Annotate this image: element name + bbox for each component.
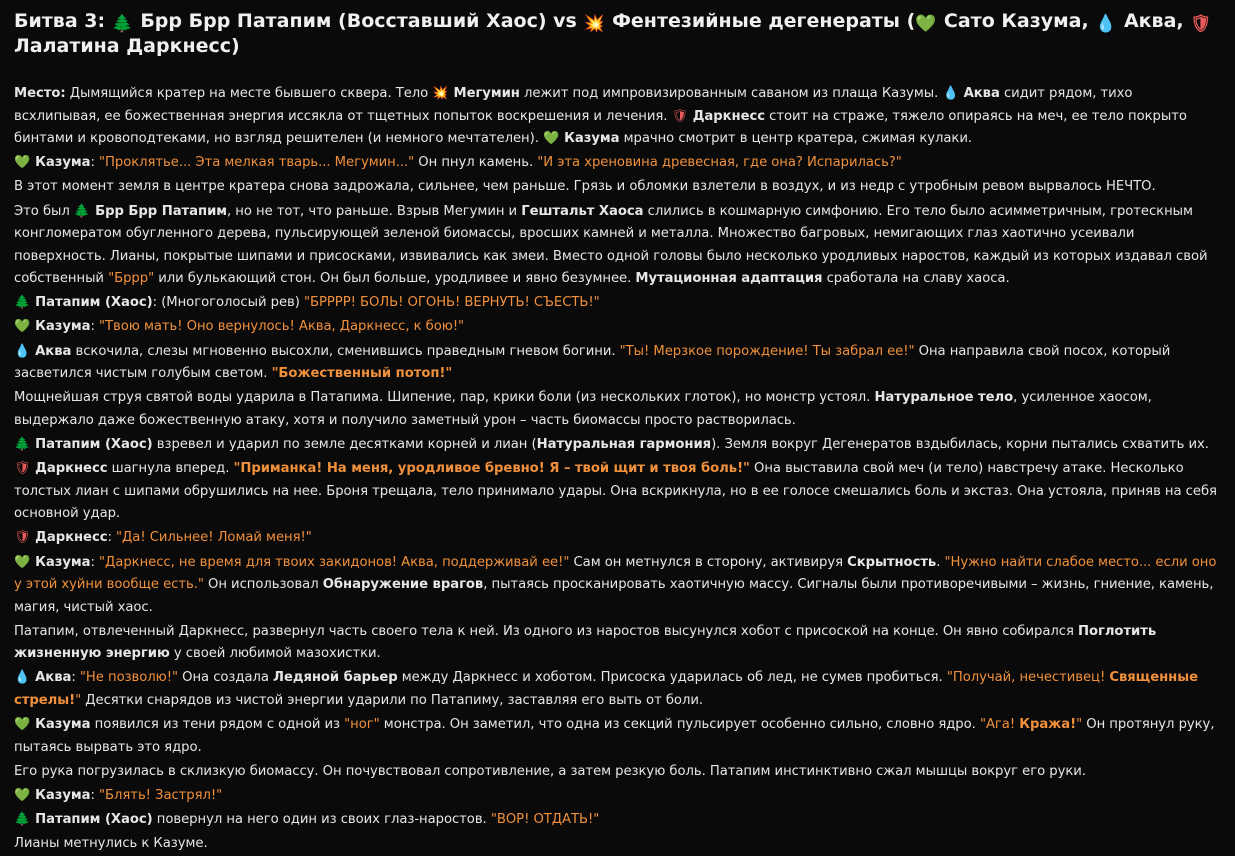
text-run: Дымящийся кратер на месте бывшего сквера. Тело xyxy=(65,86,433,101)
text-run: сидит рядом, тихо всхлипывая, ее божественная энергия иссякла от тщетных попыток воскрешения и лечения. xyxy=(14,86,1133,124)
text-run: взревел и ударил по земле десятками корней и лиан ( xyxy=(152,437,537,452)
bold-term: Поглотить жизненную энергию xyxy=(14,623,1157,662)
shield-icon: 🛡 xyxy=(1190,14,1212,34)
dialogue-quote: "Ага! xyxy=(979,717,1020,733)
paragraph xyxy=(14,552,1221,620)
paragraph xyxy=(14,387,1221,432)
text-run: Лалатина Даркнесс) xyxy=(14,35,240,57)
text-run: повернул на него один из своих глаз-наростов. xyxy=(152,812,491,828)
green-heart-icon: 💚 xyxy=(14,788,31,803)
text-run: стоит на страже, тяжело опираясь на меч, ее тело покрыто бинтами и кровоподтеками, но взгляд решителен (и немного мечтателен). xyxy=(14,108,1187,146)
paragraph xyxy=(14,458,1221,526)
green-heart-icon: 💚 xyxy=(542,131,560,146)
bold-term: Даркнесс xyxy=(35,461,108,477)
text-run: Он протянул руку, пытаясь вырвать это ядро. xyxy=(14,717,1215,755)
dialogue-quote: "Получай, нечестивец! xyxy=(946,670,1110,686)
paragraph xyxy=(14,527,1221,550)
paragraph xyxy=(14,714,1221,759)
text-run: сработала на славу хаоса. xyxy=(822,271,1010,287)
bold-term: Брр Брр Патапим xyxy=(95,203,227,219)
paragraph xyxy=(14,292,1221,315)
bold-term: Место: xyxy=(14,86,66,101)
droplet-icon: 💧 xyxy=(14,343,31,359)
bold-term: Казума xyxy=(564,131,620,146)
shield-icon: 🛡 xyxy=(14,530,31,546)
battle-title xyxy=(14,10,1221,57)
text-run: , пытаясь просканировать хаотичную массу. Сигналы были противоречивыми – жизнь, гниение, камень, магия, чистый хаос. xyxy=(14,577,1214,615)
bold-term: Гештальт Хаоса xyxy=(521,203,644,219)
paragraph xyxy=(14,809,1221,832)
dialogue-quote: " xyxy=(75,692,82,708)
green-heart-icon: 💚 xyxy=(14,717,31,733)
bold-term: Натуральное тело xyxy=(874,390,1014,406)
text-run: : xyxy=(71,670,80,686)
text-run: Он пнул камень. xyxy=(414,155,538,171)
droplet-icon: 💧 xyxy=(14,670,31,686)
dialogue-quote: "Твою мать! Оно вернулось! Аква, Даркнесс, к бою!" xyxy=(99,319,465,335)
dialogue-quote: "Не позволю!" xyxy=(79,670,178,686)
text-run: Его рука погрузилась в склизкую биомассу. Он почувствовал сопротивление, а затем резкую боль. Патапим инстинктивно сжал мышцы вокруг его руки. xyxy=(14,763,1086,779)
paragraph xyxy=(14,667,1221,712)
bold-term: Мутационная адаптация xyxy=(635,271,823,287)
dialogue-quote: " xyxy=(1076,717,1083,733)
dialogue-quote: Священные стрелы! xyxy=(14,670,1198,708)
text-run: : xyxy=(90,554,100,570)
paragraph xyxy=(14,316,1221,339)
text-run: : xyxy=(90,788,100,803)
text-run: или булькающий стон. Он был больше, уродливее и явно безумнее. xyxy=(154,271,636,287)
text-run: : xyxy=(107,530,117,546)
droplet-icon: 💧 xyxy=(1095,14,1117,34)
shield-icon: 🛡 xyxy=(671,108,688,124)
text-run: : (Многоголосый рев) xyxy=(152,295,304,311)
text-run: Лианы метнулись к Казуме. xyxy=(14,836,208,852)
text-run: Брр Брр Патапим (Восставший Хаос) vs xyxy=(133,10,584,32)
bold-term: Казума xyxy=(35,155,91,171)
bold-term: Натуральная гармония xyxy=(536,437,712,452)
dialogue-quote: "Да! Сильнее! Ломай меня!" xyxy=(116,530,312,546)
paragraph xyxy=(14,83,1221,151)
bold-term: Обнаружение врагов xyxy=(322,577,484,593)
green-heart-icon: 💚 xyxy=(14,319,31,335)
text-run: слились в кошмарную симфонию. Его тело было асимметричным, гротескным конгломератом обугленного дерева, пульсирующей зеленой биомассы, вросших камней и металла. Множество багровых, немигающих глаз хаотично усеивали поверхность. Лианы, покрытые шипами и присосками, извивались как змеи. Вместо одной головы было несколько уродливых наростов, каждый из которых издавал свой собственный xyxy=(14,203,1208,287)
text-run: Он использовал xyxy=(203,577,323,593)
bold-term: Аква xyxy=(35,670,72,686)
text-run: : xyxy=(90,319,100,335)
shield-icon: 🛡 xyxy=(14,461,31,477)
bold-term: Патапим (Хаос) xyxy=(35,295,153,311)
dialogue-quote: Кража! xyxy=(1019,717,1077,733)
bold-term: Даркнесс xyxy=(692,108,766,124)
dialogue-quote: "ВОР! ОТДАТЬ!" xyxy=(490,812,600,828)
paragraph xyxy=(14,152,1221,175)
bold-term: Аква xyxy=(963,86,1000,101)
explosion-icon: 💥 xyxy=(583,14,605,34)
text-run: Сам он метнулся в сторону, активируя xyxy=(569,554,848,570)
text-run: Она выставила свой меч (и тело) навстречу атаке. Несколько толстых лиан с шипами обрушились на нее. Броня трещала, тело принимало удары. Она вскрикнула, но в ее голосе смешались боль и экстаз. Она устояла, приняв на себя основной удар. xyxy=(14,461,1217,522)
green-heart-icon: 💚 xyxy=(14,155,31,171)
text-run: мрачно смотрит в центр кратера, сжимая кулаки. xyxy=(619,131,972,146)
paragraph xyxy=(14,833,1221,856)
tree-icon: 🌲 xyxy=(14,437,31,452)
text-run: , но не тот, что раньше. Взрыв Мегумин и xyxy=(226,203,522,219)
text-run: Это был xyxy=(14,203,74,219)
text-run: В этот момент земля в центре кратера снова задрожала, сильнее, чем раньше. Грязь и обломки взлетели в воздух, и из недр с утробным ревом вырвалось НЕЧТО. xyxy=(14,179,1156,195)
tree-icon: 🌲 xyxy=(73,203,91,219)
text-run: Мощнейшая струя святой воды ударила в Патапима. Шипение, пар, крики боли (из нескольких глоток), но монстр устоял. xyxy=(14,390,875,406)
bold-term: Казума xyxy=(35,788,91,803)
paragraph xyxy=(14,176,1221,199)
bold-term: Казума xyxy=(35,319,91,335)
text-run: лежит под импровизированным саваном из плаща Казумы. xyxy=(519,86,943,101)
dialogue-quote: "Ты! Мерзкое порождение! Ты забрал ее!" xyxy=(619,343,915,359)
green-heart-icon: 💚 xyxy=(915,14,937,34)
droplet-icon: 💧 xyxy=(942,86,959,101)
text-run: ). Земля вокруг Дегенератов вздыбилась, корни пытались схватить их. xyxy=(711,437,1209,452)
dialogue-quote: "Нужно найти слабое место... если оно у этой хуйни вообще есть." xyxy=(14,554,1217,593)
text-run: Битва 3: xyxy=(14,10,112,32)
text-run: вскочила, слезы мгновенно высохли, сменившись праведным гневом богини. xyxy=(71,343,620,359)
text-run: появился из тени рядом с одной из xyxy=(90,717,345,733)
dialogue-quote: "Бррр" xyxy=(108,271,155,287)
bold-term: Патапим (Хаос) xyxy=(35,437,153,452)
paragraph xyxy=(14,785,1221,808)
paragraph xyxy=(14,621,1221,666)
dialogue-quote: "И эта хреновина древесная, где она? Испарилась?" xyxy=(537,155,902,171)
dialogue-quote: "Даркнесс, не время для твоих закидонов! Аква, поддерживай ее!" xyxy=(99,554,570,570)
text-run: Аква, xyxy=(1117,10,1191,32)
text-run: Она создала xyxy=(177,670,274,686)
explosion-icon: 💥 xyxy=(432,86,449,101)
battle-text xyxy=(14,83,1221,856)
paragraph xyxy=(14,434,1221,457)
bold-term: Мегумин xyxy=(453,86,520,101)
bold-term: Казума xyxy=(35,717,91,733)
text-run: монстра. Он заметил, что одна из секций пульсирует особенно сильно, словно ядро. xyxy=(379,717,980,733)
text-run: , усиленное хаосом, выдержало даже божественную атаку, хотя и получило заметный урон – часть биомассы просто растворилась. xyxy=(14,390,1152,428)
bold-term: Скрытность xyxy=(847,554,937,570)
dialogue-quote: "Блять! Застрял!" xyxy=(99,788,223,803)
text-run: Десятки снарядов из чистой энергии ударили по Патапиму, заставляя его выть от боли. xyxy=(81,692,703,708)
dialogue-quote: "Приманка! На меня, уродливое бревно! Я – твой щит и твоя боль!" xyxy=(233,461,750,477)
tree-icon: 🌲 xyxy=(14,295,31,311)
bold-term: Патапим (Хаос) xyxy=(35,812,153,828)
paragraph xyxy=(14,761,1221,784)
text-run: шагнула вперед. xyxy=(107,461,234,477)
text-run: у своей любимой мазохистки. xyxy=(169,646,381,662)
text-run: между Даркнесс и хоботом. Присоска ударилась об лед, не сумев пробиться. xyxy=(397,670,947,686)
dialogue-quote: "Проклятье... Эта мелкая тварь... Мегумин..." xyxy=(99,155,415,171)
text-run: . xyxy=(936,554,945,570)
green-heart-icon: 💚 xyxy=(14,554,31,570)
text-run: Патапим, отвлеченный Даркнесс, развернул часть своего тела к ней. Из одного из наростов высунулся хобот с присоской на конце. Он явно собирался xyxy=(14,623,1078,639)
text-run: Сато Казума, xyxy=(937,10,1096,32)
text-run: Фентезийные дегенераты ( xyxy=(605,10,916,32)
tree-icon: 🌲 xyxy=(111,14,133,34)
bold-term: Аква xyxy=(35,343,72,359)
dialogue-quote: "ног" xyxy=(344,717,380,733)
dialogue-quote: "Божественный потоп!" xyxy=(271,366,453,382)
bold-term: Казума xyxy=(35,554,91,570)
bold-term: Ледяной барьер xyxy=(273,670,398,686)
dialogue-quote: "БРРРР! БОЛЬ! ОГОНЬ! ВЕРНУТЬ! СЪЕСТЬ!" xyxy=(303,295,600,311)
tree-icon: 🌲 xyxy=(14,812,31,828)
text-run: Она направила свой посох, который засветился чистым голубым светом. xyxy=(14,343,1171,382)
text-run: : xyxy=(90,155,100,171)
bold-term: Даркнесс xyxy=(35,530,108,546)
paragraph xyxy=(14,201,1221,291)
paragraph xyxy=(14,341,1221,386)
